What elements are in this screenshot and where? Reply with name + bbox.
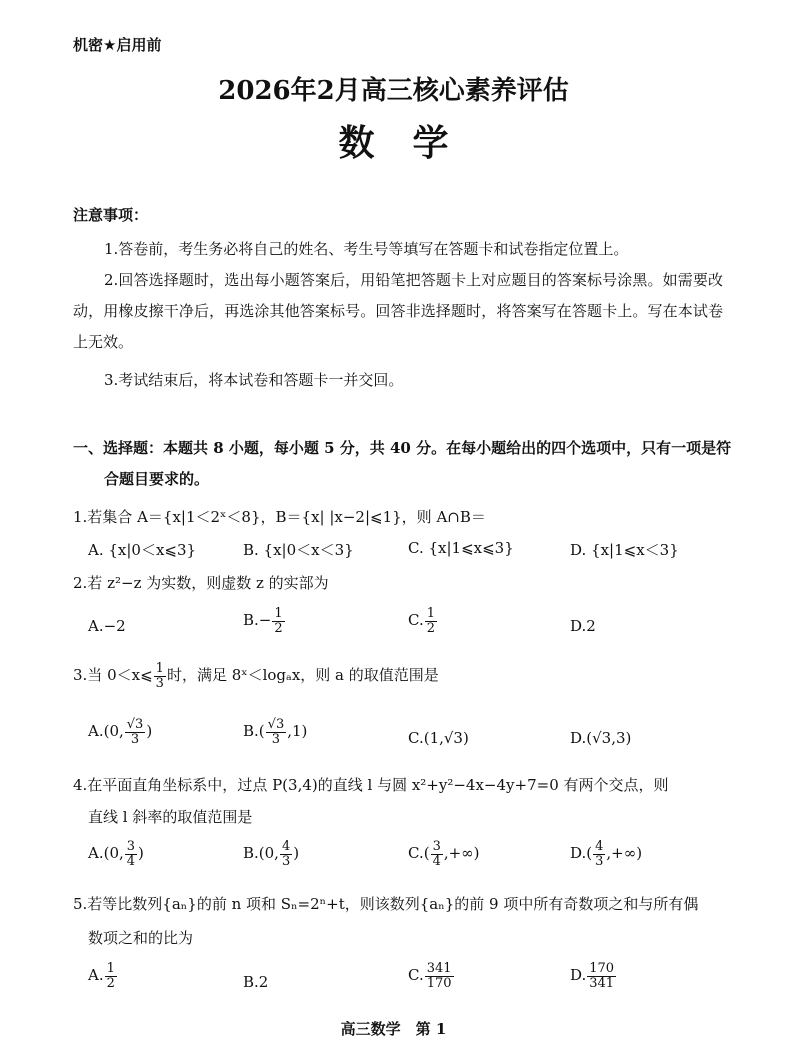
- q5-option-a-prefix: A.: [88, 966, 104, 985]
- q5-option-c-fraction: [425, 962, 454, 990]
- notice-heading: 注意事项：: [73, 206, 149, 224]
- q1-option-d: D. {x|1⩽x＜3}: [570, 541, 679, 559]
- q3-option-b-suffix: ,1): [287, 722, 308, 741]
- q4-option-c: [408, 840, 480, 868]
- q5-stem-line1: 5.若等比数列{aₙ}的前 n 项和 Sₙ=2ⁿ+t，则该数列{aₙ}的前 9 项中所有奇数项之和与所有偶: [73, 895, 699, 913]
- numerator: 341: [426, 961, 452, 976]
- denominator: 3: [155, 675, 164, 691]
- q5-option-c: [408, 962, 455, 990]
- q3-option-b: [243, 718, 307, 746]
- q1-option-b: B. {x|0＜x＜3}: [243, 541, 354, 559]
- subject-title: 数学: [338, 122, 487, 164]
- denominator: 3: [130, 731, 140, 747]
- denominator: 170: [426, 975, 452, 991]
- q4-option-b-fraction: [280, 840, 292, 868]
- q5-option-d-prefix: D.: [570, 966, 587, 985]
- numerator: 1: [155, 661, 164, 676]
- q3-option-b-prefix: B.(: [243, 722, 265, 741]
- numerator: √3: [126, 717, 144, 732]
- q5-option-c-prefix: C.: [408, 966, 424, 985]
- numerator: 4: [281, 839, 291, 854]
- q1-option-a: A. {x|0＜x⩽3}: [88, 541, 197, 559]
- denominator: 2: [274, 620, 283, 636]
- q5-stem-line2: 数项之和的比为: [88, 929, 194, 947]
- numerator: 170: [589, 961, 615, 976]
- q4-option-b-suffix: ): [293, 844, 300, 863]
- q4-option-d-prefix: D.(: [570, 844, 593, 863]
- q2-option-b-fraction: [272, 607, 284, 635]
- q4-option-a-fraction: [125, 840, 137, 868]
- q3-option-c: C.(1,√3): [408, 729, 469, 747]
- notice-item-1: 1.答卷前，考生务必将自己的姓名、考生号等填写在答题卡和试卷指定位置上。: [104, 240, 629, 258]
- q4-option-c-prefix: C.(: [408, 844, 430, 863]
- section-heading-line2: 合题目要求的。: [104, 470, 210, 488]
- page-footer: 高三数学 第 1: [340, 1020, 447, 1038]
- numerator: 1: [426, 606, 435, 621]
- q2-stem: 2.若 z²−z 为实数，则虚数 z 的实部为: [73, 574, 329, 592]
- q4-option-a-suffix: ): [138, 844, 144, 863]
- denominator: 341: [589, 975, 615, 991]
- denominator: 3: [595, 853, 604, 869]
- section-heading-line1: 一、选择题：本题共 8 小题，每小题 5 分，共 40 分。在每小题给出的四个选项中，只有一项是符: [73, 439, 732, 457]
- denominator: 3: [271, 731, 281, 747]
- q3-option-b-fraction: [266, 718, 287, 746]
- q1-option-c: C. {x|1⩽x⩽3}: [408, 539, 514, 557]
- q4-option-b: [243, 840, 299, 868]
- numerator: 4: [595, 839, 604, 854]
- numerator: 3: [432, 839, 441, 854]
- notice-item-3: 3.考试结束后，将本试卷和答题卡一并交回。: [104, 371, 404, 389]
- q5-option-d-fraction: [587, 962, 616, 990]
- q5-option-a-fraction: [105, 962, 117, 990]
- q3-option-a-suffix: ): [146, 722, 153, 741]
- q5-option-b: B.2: [243, 973, 269, 991]
- q4-option-c-suffix: ,+∞): [443, 844, 480, 863]
- numerator: 3: [126, 839, 136, 854]
- q4-option-d: [570, 840, 642, 868]
- q3-stem: [73, 662, 439, 690]
- q3-stem-suffix: 时，满足 8ˣ＜logₐx，则 a 的取值范围是: [166, 666, 439, 685]
- q4-option-a-prefix: A.(0,: [88, 844, 124, 863]
- denominator: 2: [106, 975, 115, 991]
- q4-option-d-fraction: [593, 840, 605, 868]
- q5-option-d: [570, 962, 617, 990]
- denominator: 3: [281, 853, 291, 869]
- numerator: 1: [274, 606, 283, 621]
- q2-option-b: [243, 607, 286, 635]
- denominator: 4: [432, 853, 441, 869]
- denominator: 2: [426, 620, 435, 636]
- q4-option-b-prefix: B.(0,: [243, 844, 279, 863]
- confidential-label: 机密★启用前: [73, 36, 162, 54]
- numerator: √3: [267, 717, 285, 732]
- q3-option-d: D.(√3,3): [570, 729, 632, 747]
- q4-option-c-fraction: [431, 840, 443, 868]
- q4-option-d-suffix: ,+∞): [606, 844, 643, 863]
- q3-stem-fraction: [154, 662, 166, 690]
- q4-stem-line1: 4.在平面直角坐标系中，过点 P(3,4)的直线 l 与圆 x²+y²−4x−4y+7=0 有两个交点，则: [73, 776, 669, 794]
- q2-option-d: D.2: [570, 617, 596, 635]
- q2-option-c-fraction: [425, 607, 437, 635]
- numerator: 1: [106, 961, 115, 976]
- exam-title: 2026年2月高三核心素养评估: [218, 76, 569, 106]
- q4-stem-line2: 直线 l 斜率的取值范围是: [88, 808, 253, 826]
- q3-option-a-prefix: A.(0,: [88, 722, 124, 741]
- q3-option-a-fraction: [125, 718, 146, 746]
- q2-option-c-prefix: C.: [408, 611, 424, 630]
- q5-option-a: [88, 962, 118, 990]
- q2-option-c: [408, 607, 438, 635]
- q2-option-b-prefix: B.−: [243, 611, 272, 630]
- q4-option-a: [88, 840, 144, 868]
- denominator: 4: [126, 853, 136, 869]
- q3-option-a: [88, 718, 152, 746]
- notice-item-2: 2.回答选择题时，选出每小题答案后，用铅笔把答题卡上对应题目的答案标号涂黑。如需要改动，用橡皮擦干净后，再选涂其他答案标号。回答非选择题时，将答案写在答题卡上。写在本试卷上无效。: [73, 271, 723, 351]
- q2-option-a: A.−2: [88, 617, 126, 635]
- q1-stem: 1.若集合 A＝{x|1＜2ˣ＜8}，B＝{x| |x−2|⩽1}，则 A∩B＝: [73, 508, 486, 526]
- q3-stem-prefix: 3.当 0＜x⩽: [73, 666, 153, 685]
